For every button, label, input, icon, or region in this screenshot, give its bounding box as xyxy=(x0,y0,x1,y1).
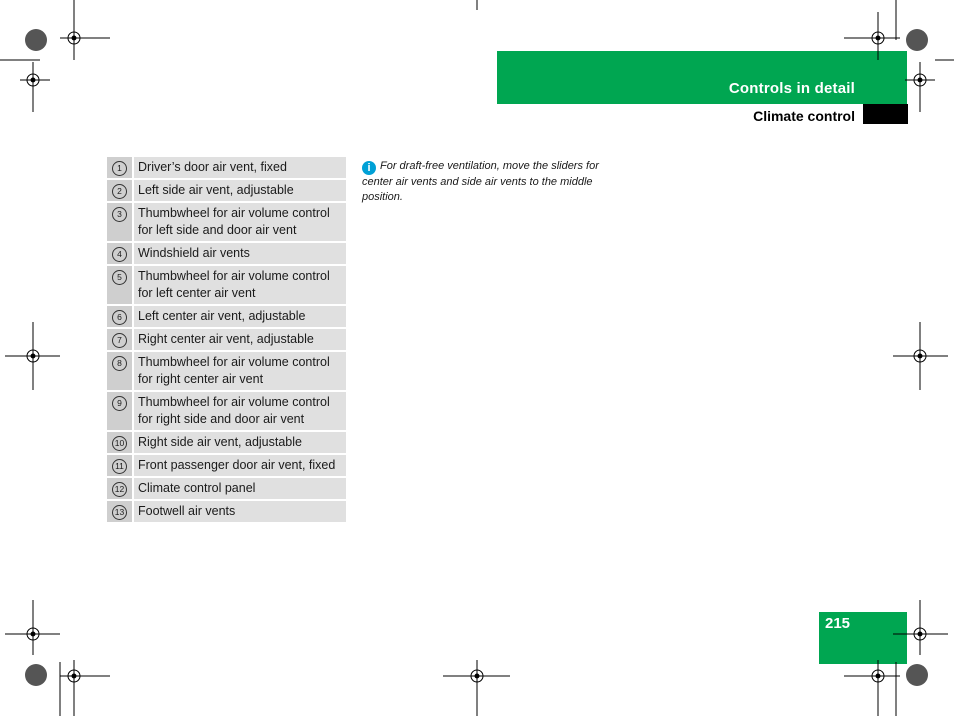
legend-text: Thumbwheel for air volume control for left side and door air vent xyxy=(133,202,346,242)
legend-number: 7 xyxy=(112,333,127,348)
legend-text: Right center air vent, adjustable xyxy=(133,328,346,351)
legend-number: 8 xyxy=(112,356,127,371)
legend-text: Thumbwheel for air volume control for left center air vent xyxy=(133,265,346,305)
legend-text: Driver’s door air vent, fixed xyxy=(133,157,346,179)
crosshair-mark-icon xyxy=(60,660,900,716)
crosshair-mark-icon xyxy=(0,0,954,60)
legend-number: 12 xyxy=(112,482,127,497)
crosshair-mark-icon xyxy=(20,0,110,112)
subsection-title: Climate control xyxy=(753,108,855,124)
legend-number: 2 xyxy=(112,184,127,199)
legend-text: Left side air vent, adjustable xyxy=(133,179,346,202)
legend-number: 3 xyxy=(112,207,127,222)
registration-target-icon xyxy=(906,664,928,686)
legend-number: 9 xyxy=(112,396,127,411)
registration-target-icon xyxy=(25,29,47,51)
legend-number: 10 xyxy=(112,436,127,451)
section-title: Controls in detail xyxy=(728,80,855,97)
legend-text: Footwell air vents xyxy=(133,500,346,523)
legend-text: Climate control panel xyxy=(133,477,346,500)
crosshair-mark-icon xyxy=(5,600,948,655)
page-number: 215 xyxy=(825,615,851,632)
crosshair-mark-icon xyxy=(844,0,935,112)
info-icon: i xyxy=(362,161,376,175)
legend-number: 13 xyxy=(112,505,127,520)
legend-text: Right side air vent, adjustable xyxy=(133,431,346,454)
legend-text: Thumbwheel for air volume control for right side and door air vent xyxy=(133,391,346,431)
legend-text: Thumbwheel for air volume control for right center air vent xyxy=(133,351,346,391)
legend-number: 11 xyxy=(112,459,127,474)
legend-text: Left center air vent, adjustable xyxy=(133,305,346,328)
legend-number: 1 xyxy=(112,161,127,176)
legend-text: Windshield air vents xyxy=(133,242,346,265)
legend-number: 4 xyxy=(112,247,127,262)
registration-target-icon xyxy=(906,29,928,51)
legend-number: 5 xyxy=(112,270,127,285)
legend-text: Front passenger door air vent, fixed xyxy=(133,454,346,477)
registration-target-icon xyxy=(25,664,47,686)
legend-number: 6 xyxy=(112,310,127,325)
info-text: For draft-free ventilation, move the sliders for center air vents and side air vents to the middle position. xyxy=(362,160,599,203)
crosshair-mark-icon xyxy=(5,322,948,390)
